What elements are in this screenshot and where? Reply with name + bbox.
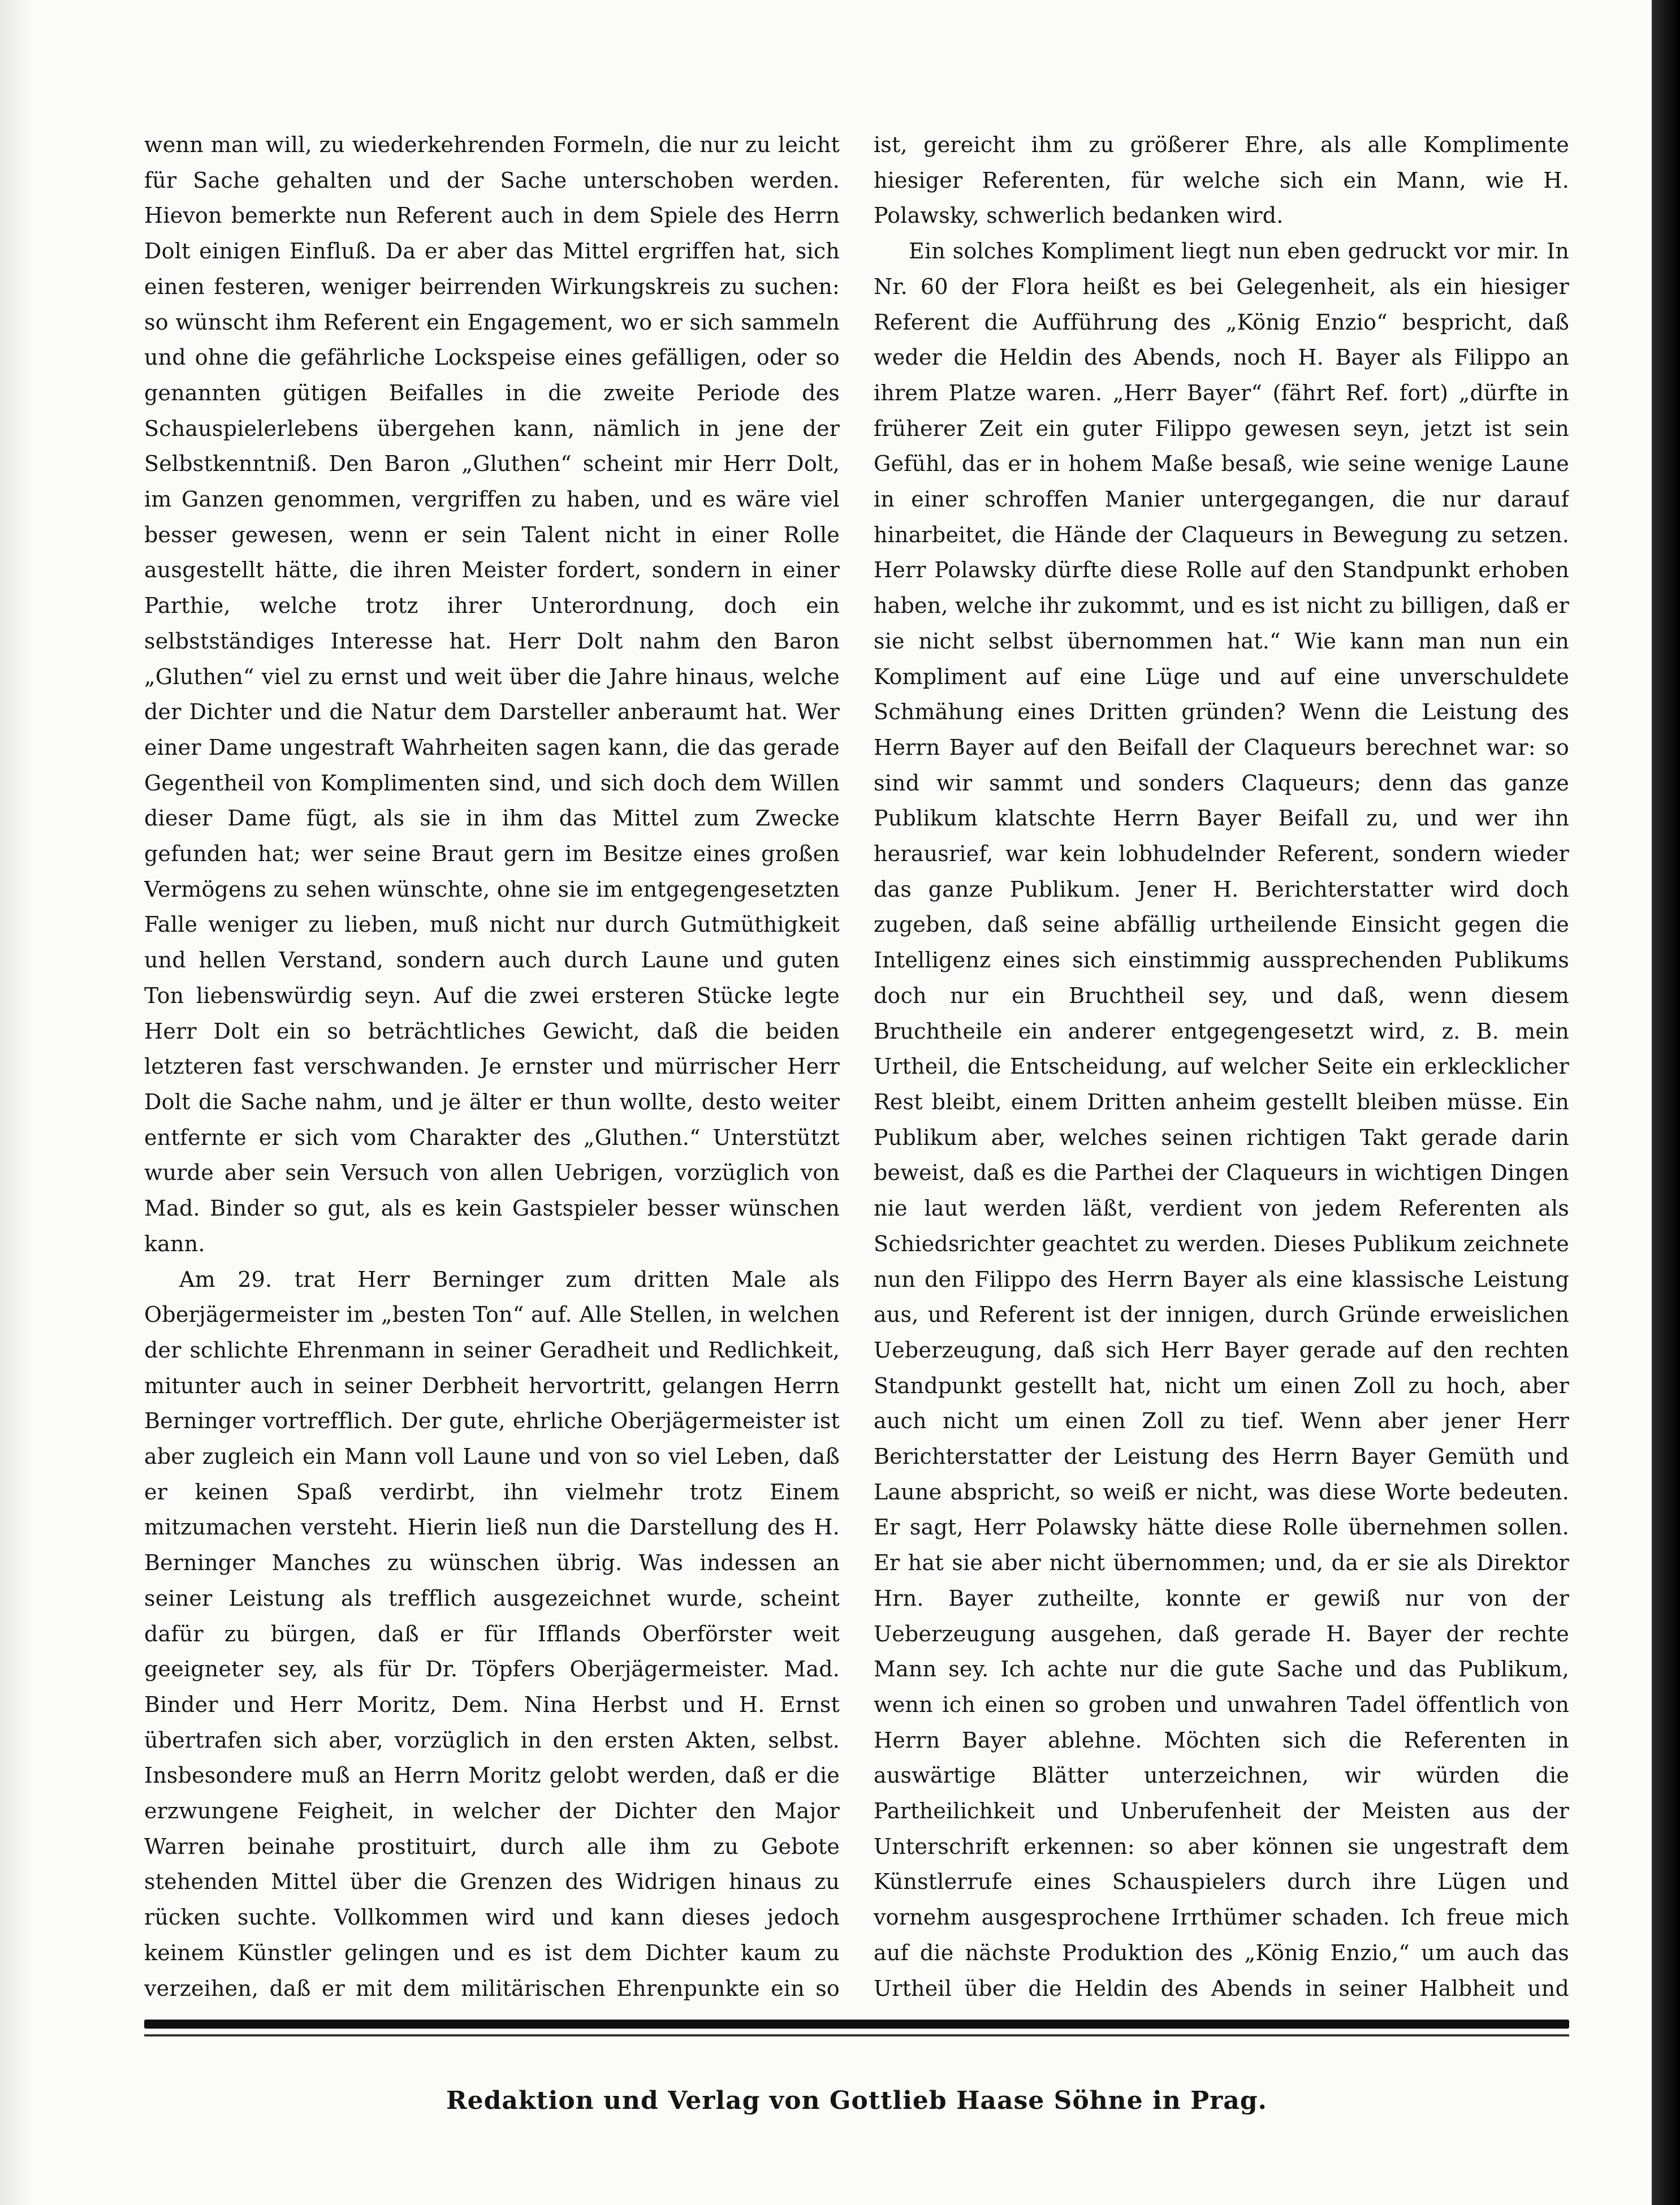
publisher-imprint: Redaktion und Verlag von Gottlieb Haase Söhne in Prag. [446,2086,1267,2115]
paragraph: wenn man will, zu wiederkehrenden Formeln, die nur zu leicht für Sache gehalten und der Sache unterschoben werden. Hievon bemerkte nun Referent auch in dem Spiele des Herrn Dolt einigen Einfluß. Da er aber das Mittel ergriffen hat, sich einen festeren, weniger beirrenden Wirkungskreis zu suchen: so wünscht ihm Referent ein Engagement, wo er sich sammeln und ohne die gefährliche Lockspeise eines gefälligen, oder so genannten gütigen Beifalles in die zweite Periode des Schauspielerlebens übergehen kann, nämlich in jene der Selbstkenntniß. Den Baron „Gluthen“ scheint mir Herr Dolt, im Ganzen genommen, vergriffen zu haben, und es wäre viel besser gewesen, wenn er sein Talent nicht in einer Rolle ausgestellt hätte, die ihren Meister fordert, sondern in einer Parthie, welche trotz ihrer Unterordnung, doch ein selbstständiges Interesse hat. Herr Dolt nahm den Baron „Gluthen“ viel zu ernst und weit über die Jahre hinaus, welche der Dichter und die Natur dem Darsteller anberaumt hat. Wer einer Dame ungestraft Wahrheiten sagen kann, die das gerade Gegentheil von Komplimenten sind, und sich doch dem Willen dieser Dame fügt, als sie in ihm das Mittel zum Zwecke gefunden hat; wer seine Braut gern im Besitze eines großen Vermögens zu sehen wünschte, ohne sie im entgegengesetzten Falle weniger zu lieben, muß nicht nur durch Gutmüthigkeit und hellen Verstand, sondern auch durch Laune und guten Ton liebenswürdig seyn. Auf die zwei ersteren Stücke legte Herr Dolt ein so beträchtliches Gewicht, daß die beiden letzteren fast verschwanden. Je ernster und mürrischer Herr Dolt die Sache nahm, und je älter er thun wollte, desto weiter entfernte er sich vom Charakter des „Gluthen.“ Unterstützt wurde aber sein Versuch von allen Uebrigen, vorzüglich von Mad. Binder so gut, als es kein Gastspieler besser wünschen kann. [144,132,840,1256]
footer-rule-thick [144,2020,1569,2029]
page-shadow-right [1652,0,1680,2205]
text-column-left [144,127,840,2010]
page-edge-left [0,0,34,2205]
paragraph: ist, gereicht ihm zu größerer Ehre, als alle Komplimente hiesiger Referenten, für welche sich ein Mann, wie H. Polawsky, schwerlich bedanken wird. [874,132,1569,228]
footer-rule-thin [144,2034,1569,2037]
paragraph: Ein solches Kompliment liegt nun eben gedruckt vor mir. In Nr. 60 der Flora heißt es bei Gelegenheit, als ein hiesiger Referent die Aufführung des „König Enzio“ bespricht, daß weder die Heldin des Abends, noch H. Bayer als Filippo an ihrem Platze waren. „Herr Bayer“ (fährt Ref. fort) „dürfte in früherer Zeit ein guter Filippo gewesen seyn, jetzt ist sein Gefühl, das er in hohem Maße besaß, wie seine wenige Laune in einer schroffen Manier untergegangen, die nur darauf hinarbeitet, die Hände der Claqueurs in Bewegung zu setzen. Herr Polawsky dürfte diese Rolle auf den Standpunkt erhoben haben, welche ihr zukommt, und es ist nicht zu billigen, daß er sie nicht selbst übernommen hat.“ Wie kann man nun ein Kompliment auf eine Lüge und auf eine unverschuldete Schmähung eines Dritten gründen? Wenn die Leistung des Herrn Bayer auf den Beifall der Claqueurs berechnet war: so sind wir sammt und sonders Claqueurs; denn das ganze Publikum klatschte Herrn Bayer Beifall zu, und wer ihn herausrief, war kein lobhudelnder Referent, sondern wieder das ganze Publikum. Jener H. Berichterstatter wird doch zugeben, daß seine abfällig urtheilende Einsicht gegen die Intelligenz eines sich einstimmig aussprechenden Publikums doch nur ein Bruchtheil sey, und daß, wenn diesem Bruchtheile ein anderer entgegengesetzt wird, z. B. mein Urtheil, die Entscheidung, auf welcher Seite ein erklecklicher Rest bleibt, einem Dritten anheim gestellt bleiben müsse. Ein Publikum aber, welches seinen richtigen Takt gerade darin beweist, daß es die Parthei der Claqueurs in wichtigen Dingen nie laut werden läßt, verdient von jedem Referenten als Schiedsrichter geachtet zu werden. Dieses Publikum zeichnete nun den Filippo des Herrn Bayer als eine klassische Leistung aus, und Referent ist der innigen, durch Gründe erweislichen Ueberzeugung, daß sich Herr Bayer gerade auf den rechten Standpunkt gestellt hat, nicht um einen Zoll zu hoch, aber auch nicht um einen Zoll zu tief. Wenn aber jener Herr Berichterstatter der Leistung des Herrn Bayer Gemüth und Laune abspricht, so weiß er nicht, was diese Worte bedeuten. Er sagt, Herr Polawsky hätte diese Rolle übernehmen sollen. Er hat sie aber nicht übernommen; und, da er sie als Direktor Hrn. Bayer zutheilte, konnte er gewiß nur von der Ueberzeugung ausgehen, daß gerade H. Bayer der rechte Mann sey. Ich achte nur die gute Sache und das Publikum, wenn ich einen so groben und unwahren Tadel öffentlich von Herrn Bayer ablehne. Möchten sich die Referenten in auswärtige Blätter unterzeichnen, wir würden die Partheilichkeit und Unberufenheit der Meisten aus der Unterschrift erkennen: so aber können sie ungestraft dem Künstlerrufe eines Schauspielers durch ihre Lügen und vornehm ausgesprochene Irrthümer schaden. Ich freue mich auf die nächste Produktion des „König Enzio,“ um auch das Urtheil über die Heldin des Abends in seiner Halbheit und [874,239,1569,2001]
text-column-right [874,127,1569,2010]
paragraph: Am 29. trat Herr Berninger zum dritten Male als Oberjägermeister im „besten Ton“ auf. Alle Stellen, in welchen der schlichte Ehrenmann in seiner Geradheit und Redlichkeit, mitunter auch in seiner Derbheit hervortritt, gelangen Herrn Berninger vortrefflich. Der gute, ehrliche Oberjägermeister ist aber zugleich ein Mann voll Laune und von so viel Leben, daß er keinen Spaß verdirbt, ihn vielmehr trotz Einem mitzumachen versteht. Hierin ließ nun die Darstellung des H. Berninger Manches zu wünschen übrig. Was indessen an seiner Leistung als trefflich ausgezeichnet wurde, scheint dafür zu bürgen, daß er für Ifflands Oberförster weit geeigneter sey, als für Dr. Töpfers Oberjägermeister. Mad. Binder und Herr Moritz, Dem. Nina Herbst und H. Ernst übertrafen sich aber, vorzüglich in den ersten Akten, selbst. Insbesondere muß an Herrn Moritz gelobt werden, daß er die erzwungene Feigheit, in welcher der Dichter den Major Warren beinahe prostituirt, durch alle ihm zu Gebote stehenden Mittel über die Grenzen des Widrigen hinaus zu rücken suchte. Vollkommen wird und kann dieses jedoch keinem Künstler gelingen und es ist dem Dichter kaum zu verzeihen, daß er mit dem militärischen Ehrenpunkte ein so [144,1266,840,2001]
